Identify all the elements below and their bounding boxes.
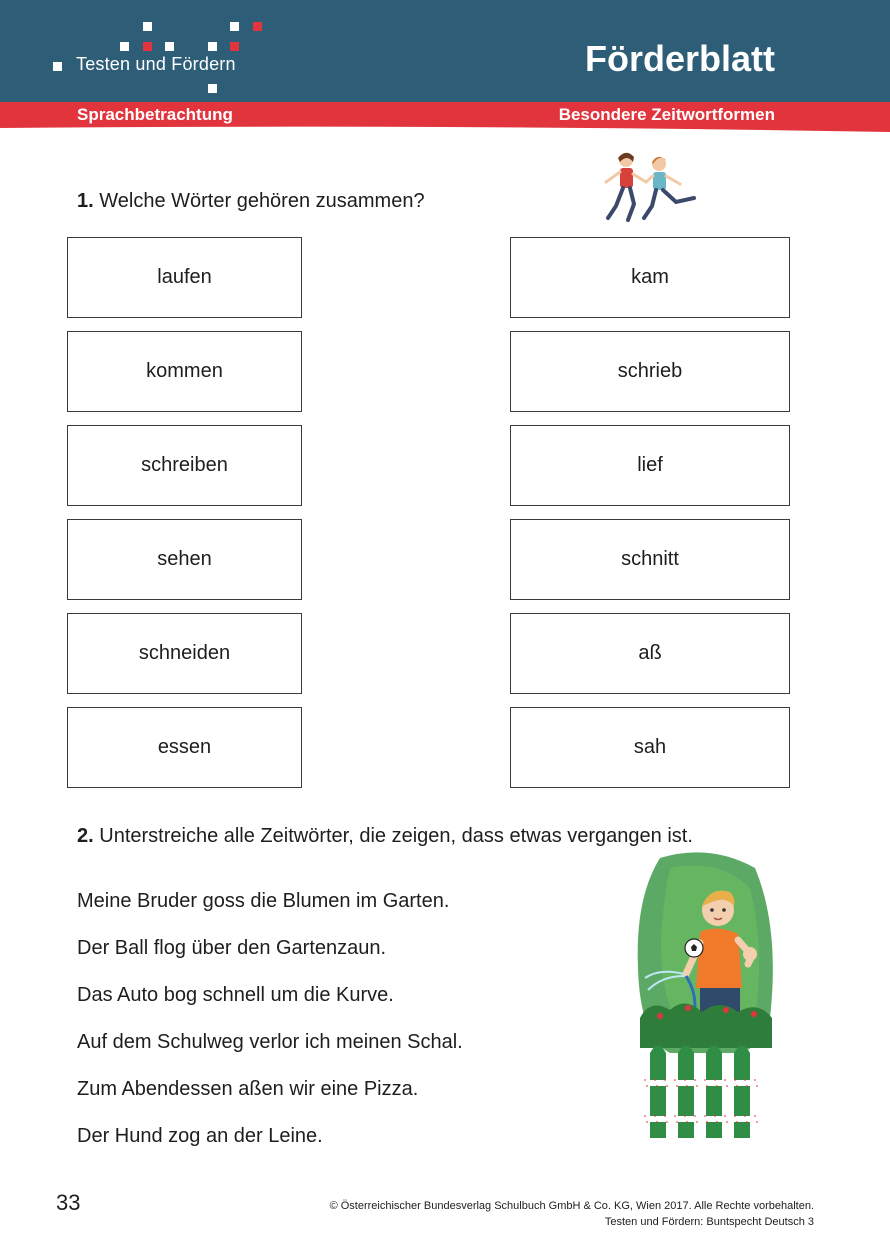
sentence-6[interactable]: Der Hund zog an der Leine. (77, 1125, 323, 1147)
logo-text: Testen und Fördern (76, 54, 236, 74)
page-header (0, 0, 890, 103)
task2-number: 2. (77, 825, 94, 847)
page-title: Förderblatt (584, 38, 775, 79)
word-box-right-3[interactable]: lief (510, 425, 790, 506)
word-box-left-6[interactable]: essen (67, 707, 302, 788)
word-box-left-1[interactable]: laufen (67, 237, 302, 318)
sentence-3[interactable]: Das Auto bog schnell um die Kurve. (77, 984, 394, 1006)
word-box-right-1[interactable]: kam (510, 237, 790, 318)
page-number: 33 (56, 1190, 81, 1215)
word-box-left-2[interactable]: kommen (67, 331, 302, 412)
task2-text: Unterstreiche alle Zeitwörter, die zeigen, dass etwas vergangen ist. (99, 825, 693, 847)
section-label: Sprachbetrachtung (77, 105, 233, 124)
logo-squares-icon (0, 0, 300, 103)
task2-instruction (77, 825, 693, 848)
word-box-left-3[interactable]: schreiben (67, 425, 302, 506)
running-children-illustration (596, 148, 706, 228)
word-box-right-4[interactable]: schnitt (510, 519, 790, 600)
word-box-left-4[interactable]: sehen (67, 519, 302, 600)
word-box-left-5[interactable]: schneiden (67, 613, 302, 694)
sentence-2[interactable]: Der Ball flog über den Gartenzaun. (77, 937, 387, 959)
word-box-right-6[interactable]: sah (510, 707, 790, 788)
sentence-5[interactable]: Zum Abendessen aßen wir eine Pizza. (77, 1078, 419, 1100)
word-box-right-5[interactable]: aß (510, 613, 790, 694)
sentence-4[interactable]: Auf dem Schulweg verlor ich meinen Schal. (77, 1031, 463, 1053)
copyright-notice: © Österreichischer Bundesverlag Schulbuch GmbH & Co. KG, Wien 2017. Alle Rechte vorbehalten. (329, 1200, 814, 1212)
word-box-right-2[interactable]: schrieb (510, 331, 790, 412)
task1-instruction (77, 190, 425, 213)
sentence-1[interactable]: Meine Bruder goss die Blumen im Garten. (77, 890, 450, 912)
task1-text: Welche Wörter gehören zusammen? (99, 190, 425, 212)
topic-label: Besondere Zeitwortformen (558, 105, 775, 124)
source-note: Testen und Fördern: Buntspecht Deutsch 3 (604, 1216, 814, 1228)
boy-watering-garden-illustration (630, 848, 780, 1148)
task1-number: 1. (77, 190, 94, 212)
